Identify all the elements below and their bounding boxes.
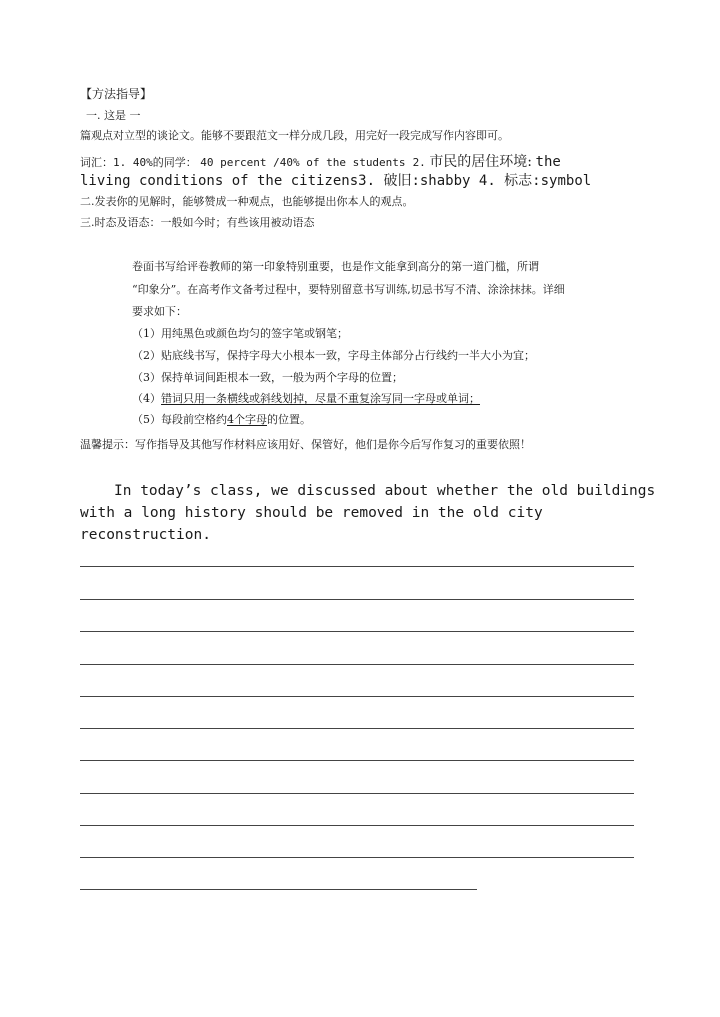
- writing-req-3: （3）保持单词间距根本一致，一般为两个字母的位置；: [132, 371, 403, 384]
- writing-req-2: （2）贴底线书写，保持字母大小根本一致，字母主体部分占行线约一半大小为宜；: [132, 349, 535, 362]
- guide-line-two: 篇观点对立型的谈论文。能够不要跟范文一样分成几段，用完好一段完成写作内容即可。: [80, 129, 509, 142]
- essay-line-2: with a long history should be removed in the old city: [80, 505, 543, 521]
- answer-line[interactable]: [80, 631, 634, 632]
- vocab-line-two: [80, 170, 591, 190]
- answer-line[interactable]: [80, 825, 634, 826]
- vocab-item-2-num: 2.: [412, 156, 426, 169]
- answer-line[interactable]: [80, 696, 634, 697]
- answer-line[interactable]: [80, 664, 634, 665]
- answer-line[interactable]: [80, 793, 634, 794]
- writing-req-5-post: 的位置。: [267, 413, 311, 426]
- vocab-item-2-en-a: the: [535, 154, 561, 170]
- essay-line-1: In today’s class, we discussed about whether the old buildings: [114, 483, 656, 499]
- guide-line-one: 一. 这是 一: [86, 109, 141, 122]
- answer-line[interactable]: [80, 760, 634, 761]
- writing-req-para-1: 卷面书写给评卷教师的第一印象特别重要，也是作文能拿到高分的第一道门槛，所谓: [132, 260, 539, 273]
- vocab-item-1: 1. 40%的同学：: [113, 156, 197, 169]
- writing-req-4-text: 错词只用一条横线或斜线划掉，尽量不重复涂写同一字母或单词；: [161, 392, 480, 405]
- vocab-label: 词汇：: [80, 156, 113, 169]
- writing-req-para-3: 要求如下：: [132, 305, 187, 318]
- vocab-item-1-en: 40 percent /40% of the students: [200, 156, 406, 169]
- method-guide-heading: 【方法指导】: [80, 87, 153, 101]
- vocab-line-one: [80, 151, 561, 171]
- vocab-item-2-cn: 市民的居住环境:: [429, 154, 533, 170]
- answer-line[interactable]: [80, 566, 634, 567]
- vocab-item-3: 3. 破旧:shabby: [358, 173, 471, 189]
- answer-line[interactable]: [80, 857, 634, 858]
- answer-line[interactable]: [80, 728, 634, 729]
- warm-tip: 温馨提示：写作指导及其他写作材料应该用好、保管好，他们是你今后写作复习的重要依照！: [80, 438, 531, 451]
- writing-req-4-num: （4）: [132, 392, 161, 405]
- answer-line-last[interactable]: [80, 889, 477, 890]
- writing-req-5-underlined: 4个字母: [227, 413, 267, 426]
- vocab-item-4: 4. 标志:symbol: [478, 173, 592, 189]
- essay-line-3: reconstruction.: [80, 527, 211, 543]
- guide-line-five: 三.时态及语态：一般如今时；有些该用被动语态: [80, 216, 315, 229]
- writing-req-1: （1）用纯黑色或颜色均匀的签字笔或钢笔；: [132, 327, 348, 340]
- writing-req-para-2: “印象分”。在高考作文备考过程中，要特别留意书写训练,切忌书写不清、涂涂抹抹。详细: [132, 283, 565, 296]
- writing-req-5-pre: （5）每段前空格约: [132, 413, 227, 426]
- vocab-item-2-en-b: living conditions of the citizens: [80, 173, 359, 189]
- guide-line-four: 二.发表你的见解时，能够赞成一种观点，也能够提出你本人的观点。: [80, 195, 414, 208]
- writing-req-4: [132, 390, 480, 406]
- answer-line[interactable]: [80, 599, 634, 600]
- writing-req-5: [132, 411, 311, 427]
